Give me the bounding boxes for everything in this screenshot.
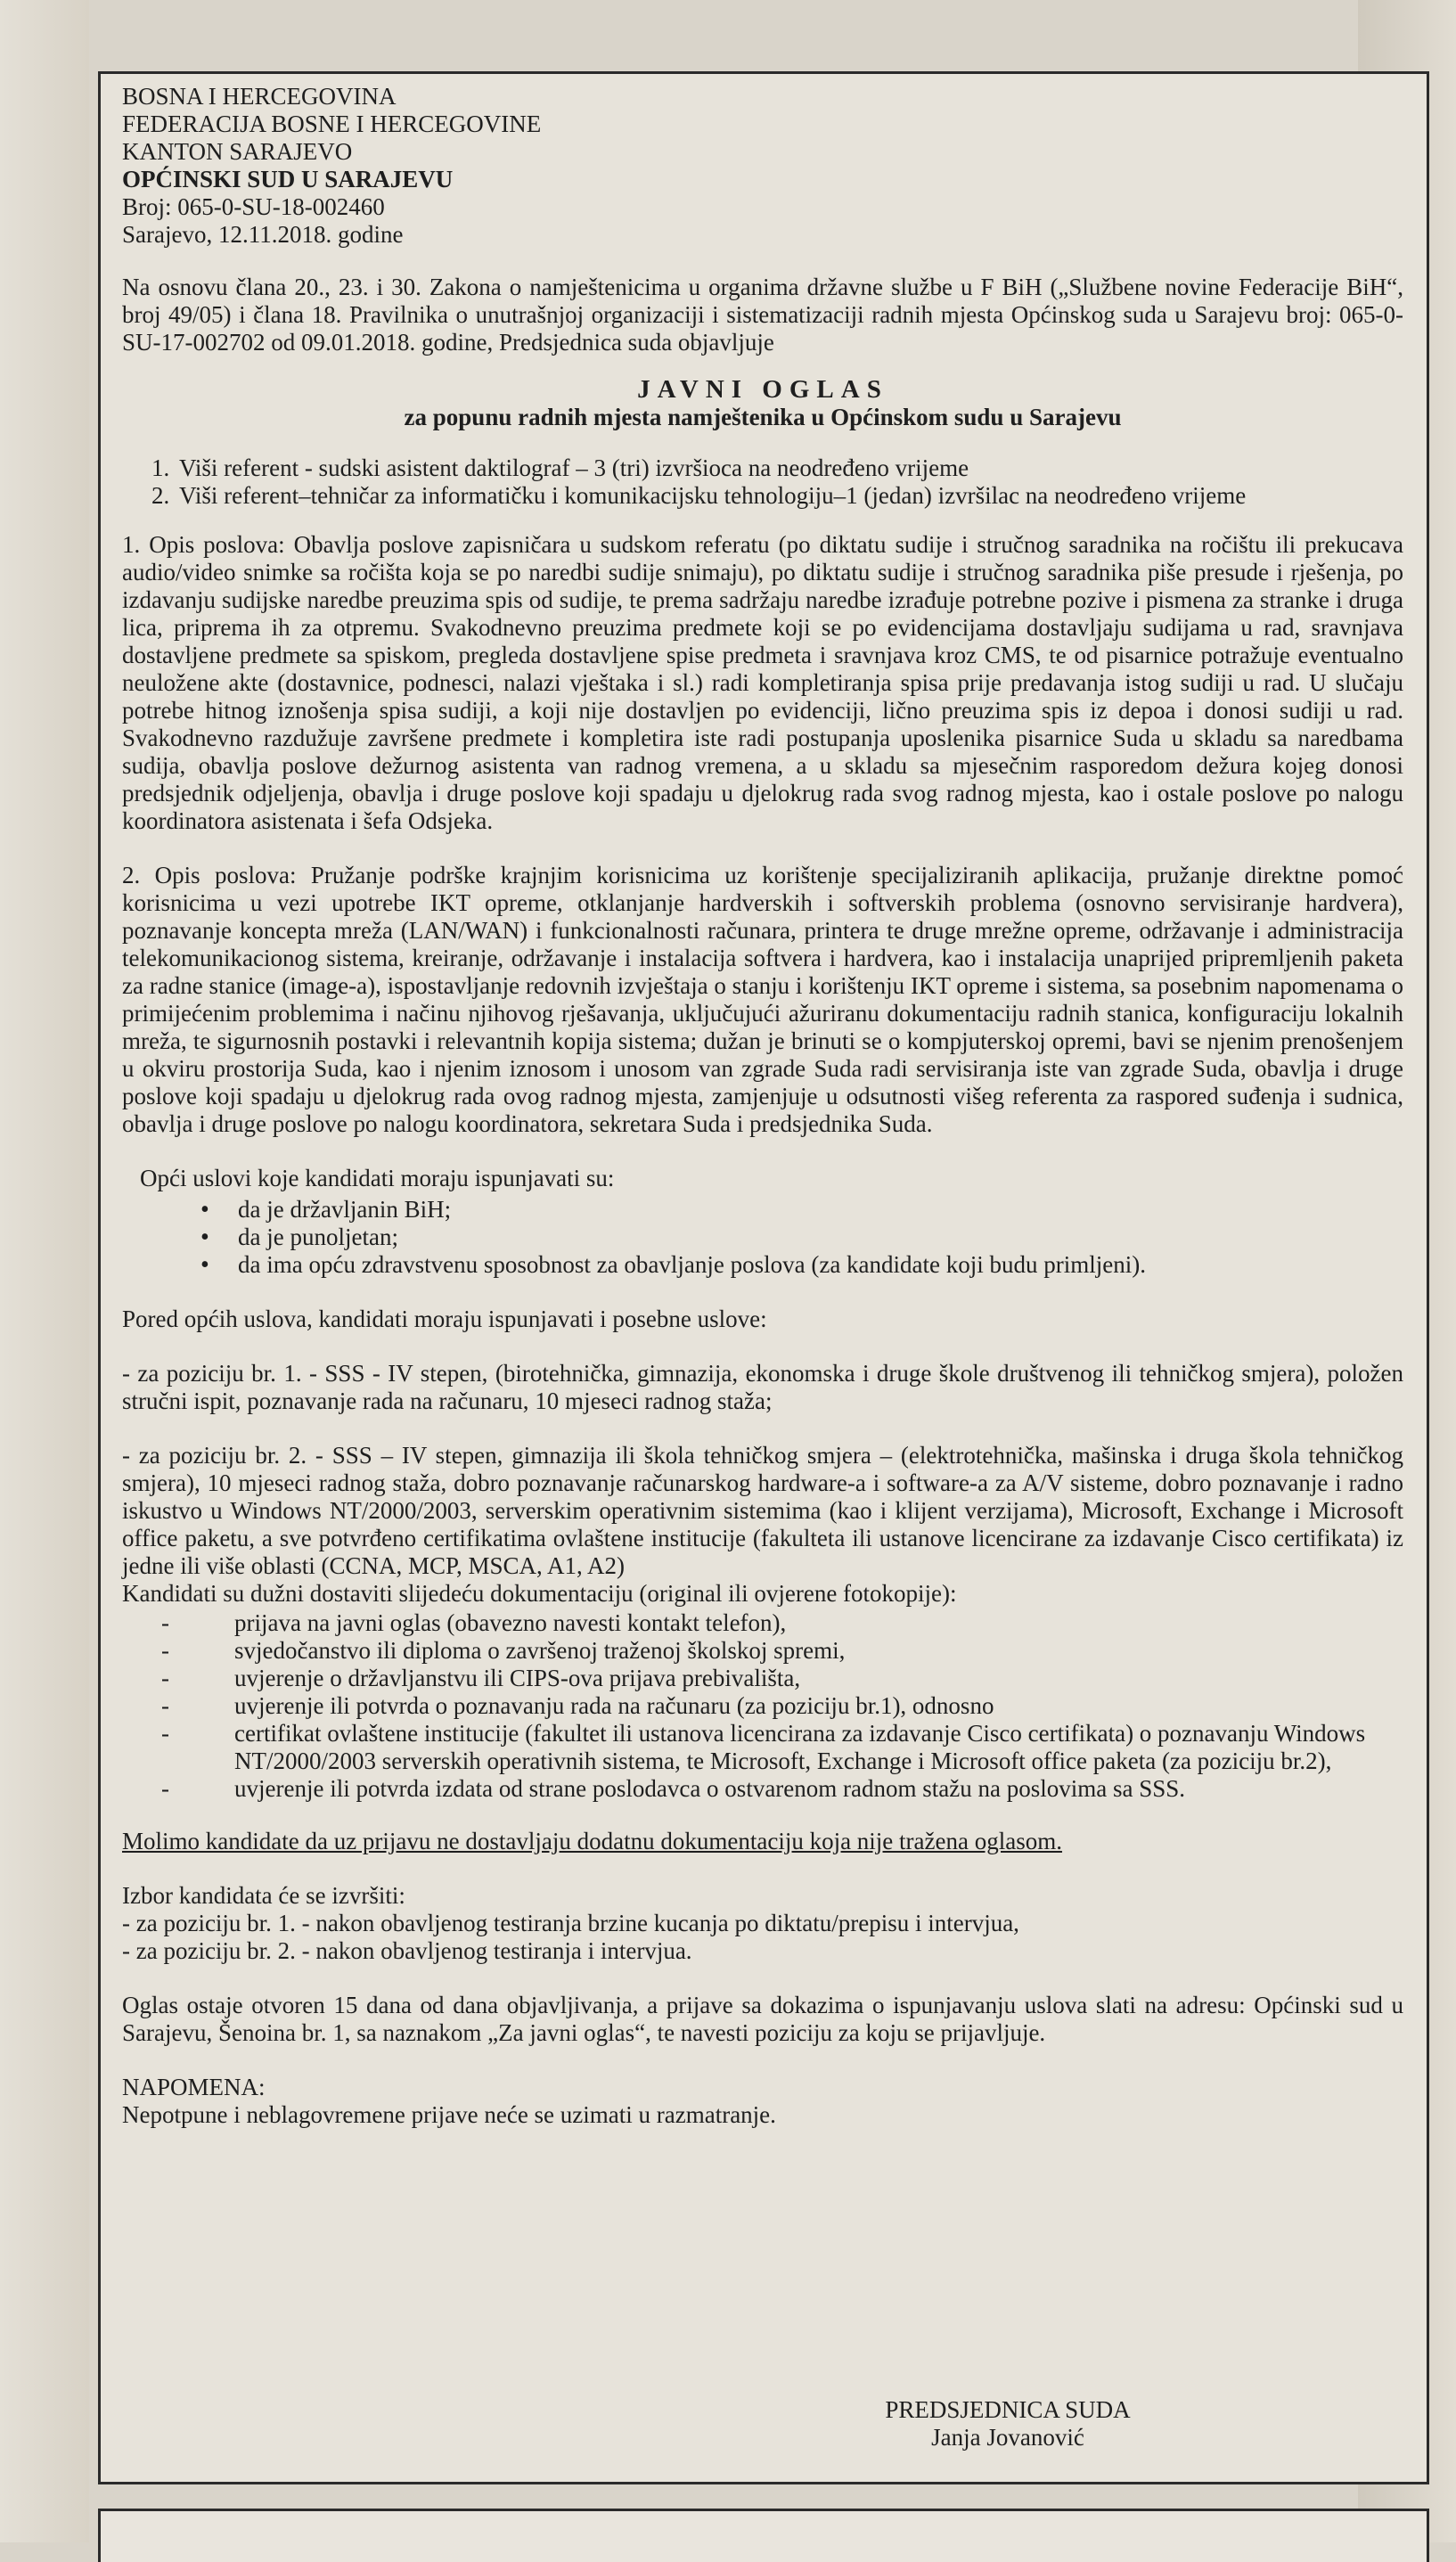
special-conditions-intro: Pored općih uslova, kandidati moraju ispunjavati i posebne uslove: <box>122 1306 767 1332</box>
signature-block <box>821 2396 1195 2451</box>
header-canton: KANTON SARAJEVO <box>122 138 353 165</box>
header-court: OPĆINSKI SUD U SARAJEVU <box>122 166 454 192</box>
job-description-1: 1. Opis poslova: Obavlja poslove zapisničara u sudskom referatu (po diktatu sudije i stručnog saradnika na ročištu ili prekucava audio/video snimke sa ročišta koja se po naredbi sudije snimaju), po diktatu sudije i stručnog saradnika piše presude i rješenja, po izdavanju sudijske naredbe preuzima spis od sudije, te prema sadržaju naredbe izrađuje potrebne pozive i pismena za stranke i druga lica, priprema ih za otpremu. Svakodnevno preuzima predmete koji se po evidencijama dostavljaju sudijama u rad, sravnjava dostavljene predmete sa spiskom, pregleda dostavljene spise predmeta i sravnjava kroz CMS, te od pisarnice potražuje eventualno neuložene akte (dostavnice, podnesci, nalazi vještaka i sl.) radi kompletiranja spisa prije predavanja istog sudiji u rad. U slučaju potrebe hitnog iznošenja spisa sudiji, a koji nije dostavljen po evidenciji, lično preuzima spis iz depoa i donosi sudiji u rad. Svakodnevno razdužuje završene predmete i kompletira iste radi postupanja uposlenika pisarnice Suda u skladu sa naredbama sudija, obavlja poslove dežurnog asistenta van radnog vremena, a u skladu sa mjesečnim rasporedom dežura kojeg donosi predsjednik odjeljenja, obavlja i druge poslove koji spadaju u djelokrug rada svog radnog mjesta, kao i ostale poslove po nalogu koordinatora asistenata i šefa Odsjeka. <box>122 531 1403 834</box>
position-item: 1. Viši referent - sudski asistent daktilograf – 3 (tri) izvršioca na neodređeno vrijeme <box>176 454 1403 482</box>
closing-paragraph: Oglas ostaje otvoren 15 dana od dana objavljivanja, a prijave sa dokazima o ispunjavanju uslova slati na adresu: Općinski sud u Sarajevu, Šenoina br. 1, sa naznakom „Za javni oglas“, te navesti poziciju za koju se prijavljuje. <box>122 1992 1403 2046</box>
header-number: Broj: 065-0-SU-18-002460 <box>122 193 385 220</box>
condition-item: • da je državljanin BiH; <box>122 1196 1403 1224</box>
condition-item: • da ima opću zdravstvenu sposobnost za obavljanje poslova (za kandidate koji budu primljeni). <box>122 1251 1403 1279</box>
notice-subtitle: za popunu radnih mjesta namještenika u Općinskom sudu u Sarajevu <box>404 404 1122 430</box>
signature-role: PREDSJEDNICA SUDA <box>885 2396 1131 2423</box>
notice-title: JAVNI OGLAS <box>637 375 888 404</box>
document-item: - uvjerenje ili potvrda o poznavanju rada na računaru (za poziciju br.1), odnosno <box>122 1692 1403 1720</box>
documents-list <box>122 1609 1403 1803</box>
selection-line: - za poziciju br. 2. - nakon obavljenog testiranja i intervjua. <box>122 1937 692 1964</box>
intro-paragraph: Na osnovu člana 20., 23. i 30. Zakona o namještenicima u organima državne službe u F BiH („Službene novine Federacije BiH“, broj 49/05) i člana 18. Pravilnika o unutrašnjoj organizaciji i sistematizaciji radnih mjesta Općinskog suda u Sarajevu broj: 065-0-SU-17-002702 od 09.01.2018. godine, Predsjednica suda objavljuje <box>122 274 1403 356</box>
public-notice <box>98 71 1429 2484</box>
document-item: - svjedočanstvo ili diploma o završenoj traženoj školskoj spremi, <box>122 1637 1403 1665</box>
newsprint-left-margin <box>0 0 89 2542</box>
notice-header <box>122 83 1403 249</box>
documents-heading: Kandidati su dužni dostaviti slijedeću dokumentaciju (original ili ovjerene fotokopije): <box>122 1580 957 1607</box>
selection-section <box>122 1882 1403 1965</box>
next-notice-frame <box>98 2509 1429 2562</box>
selection-line: - za poziciju br. 1. - nakon obavljenog testiranja brzine kucanja po diktatu/prepisu i intervjua, <box>122 1910 1019 1936</box>
general-conditions-list <box>122 1196 1403 1279</box>
document-item: - uvjerenje ili potvrda izdata od strane poslodavca o ostvarenom radnom stažu na poslovima sa SSS. <box>122 1775 1403 1803</box>
general-conditions-heading: Opći uslovi koje kandidati moraju ispunjavati su: <box>140 1165 615 1191</box>
additional-docs-note: Molimo kandidate da uz prijavu ne dostavljaju dodatnu dokumentaciju koja nije tražena oglasom. <box>122 1828 1062 1854</box>
signature-name: Janja Jovanović <box>931 2424 1084 2451</box>
job-description-2: 2. Opis poslova: Pružanje podrške krajnjim korisnicima uz korištenje specijaliziranih aplikacija, pružanje direktne pomoć korisnicima u vezi upotrebe IKT opreme, otklanjanje hardverskih i softverskih problema (osnovno servisiranje hardvera), poznavanje koncepta mreža (LAN/WAN) i funkcionalnosti računara, printera te druge mrežne opreme, održavanje i administracija telekomunikacionog sistema, kreiranje, održavanje i instalacija softvera i hardvera, kao i instalacija unaprijed pripremljenih paketa za radne stanice (image-a), ispostavljanje redovnih izvještaja o stanju i korištenju IKT opreme i sistema, sa posebnim napomenama o primijećenim problemima i načinu njihovog rješavanja, uključujući ažuriranu dokumentaciju radnih stanica, konfiguraciju lokalnih mreža, te sigurnosnih postavki i relevantnih kopija sistema; dužan je brinuti se o kompjuterskoj opremi, bavi se njenim prenošenjem u okviru prostorija Suda, kao i njenim iznosom i unosom van zgrade Suda radi servisiranja iste van zgrade Suda, obavlja i druge poslove koji spadaju u djelokrug rada ovog radnog mjesta, zamjenjuje u odsutnosti višeg referenta za raspored suđenja i sudnica, obavlja i druge poslove po nalogu koordinatora, sekretara Suda i predsjednika Suda. <box>122 862 1403 1137</box>
napomena-text: Nepotpune i neblagovremene prijave neće se uzimati u razmatranje. <box>122 2101 776 2128</box>
special-conditions-position-2: - za poziciju br. 2. - SSS – IV stepen, gimnazija ili škola tehničkog smjera – (elektrotehnička, mašinska i druga škola tehničkog smjera), 10 mjeseci radnog staža, dobro poznavanje računarskog hardware-a i software-a za A/V sisteme, dobro poznavanje i radno iskustvo u Windows NT/2000/2003, serverskim operativnim sistemima (kao i klijent verzijama), Microsoft, Exchange i Microsoft office paketu, a sve potvrđeno certifikatima ovlaštene institucije (fakulteta ili ustanove licencirane za izdavanje Cisco certifikata) iz jedne ili više oblasti (CCNA, MCP, MSCA, A1, A2) <box>122 1442 1403 1579</box>
special-conditions-position-1: - za poziciju br. 1. - SSS - IV stepen, (birotehnička, gimnazija, ekonomska i druge škole društvenog ili tehničkog smjera), položen stručni ispit, poznavanje rada na računaru, 10 mjeseci radnog staža; <box>122 1360 1403 1414</box>
positions-list <box>122 454 1403 510</box>
position-item: 2. Viši referent–tehničar za informatičku i komunikacijsku tehnologiju–1 (jedan) izvršilac na neodređeno vrijeme <box>176 482 1403 510</box>
document-item: - uvjerenje o državljanstvu ili CIPS-ova prijava prebivališta, <box>122 1665 1403 1692</box>
selection-heading: Izbor kandidata će se izvršiti: <box>122 1882 405 1909</box>
napomena-heading: NAPOMENA: <box>122 2074 266 2100</box>
header-date: Sarajevo, 12.11.2018. godine <box>122 221 404 248</box>
condition-item: • da je punoljetan; <box>122 1224 1403 1251</box>
document-item: - certifikat ovlaštene institucije (fakultet ili ustanova licencirana za izdavanje Cisco certifikata) o poznavanju Windows NT/2000/2003 serverskih operativnih sistema, te Microsoft, Exchange i Microsoft office paketa (za poziciju br.2), <box>122 1720 1403 1775</box>
header-country: BOSNA I HERCEGOVINA <box>122 83 397 110</box>
napomena-section <box>122 2074 1403 2129</box>
header-federation: FEDERACIJA BOSNE I HERCEGOVINE <box>122 111 542 137</box>
document-item: - prijava na javni oglas (obavezno navesti kontakt telefon), <box>122 1609 1403 1637</box>
